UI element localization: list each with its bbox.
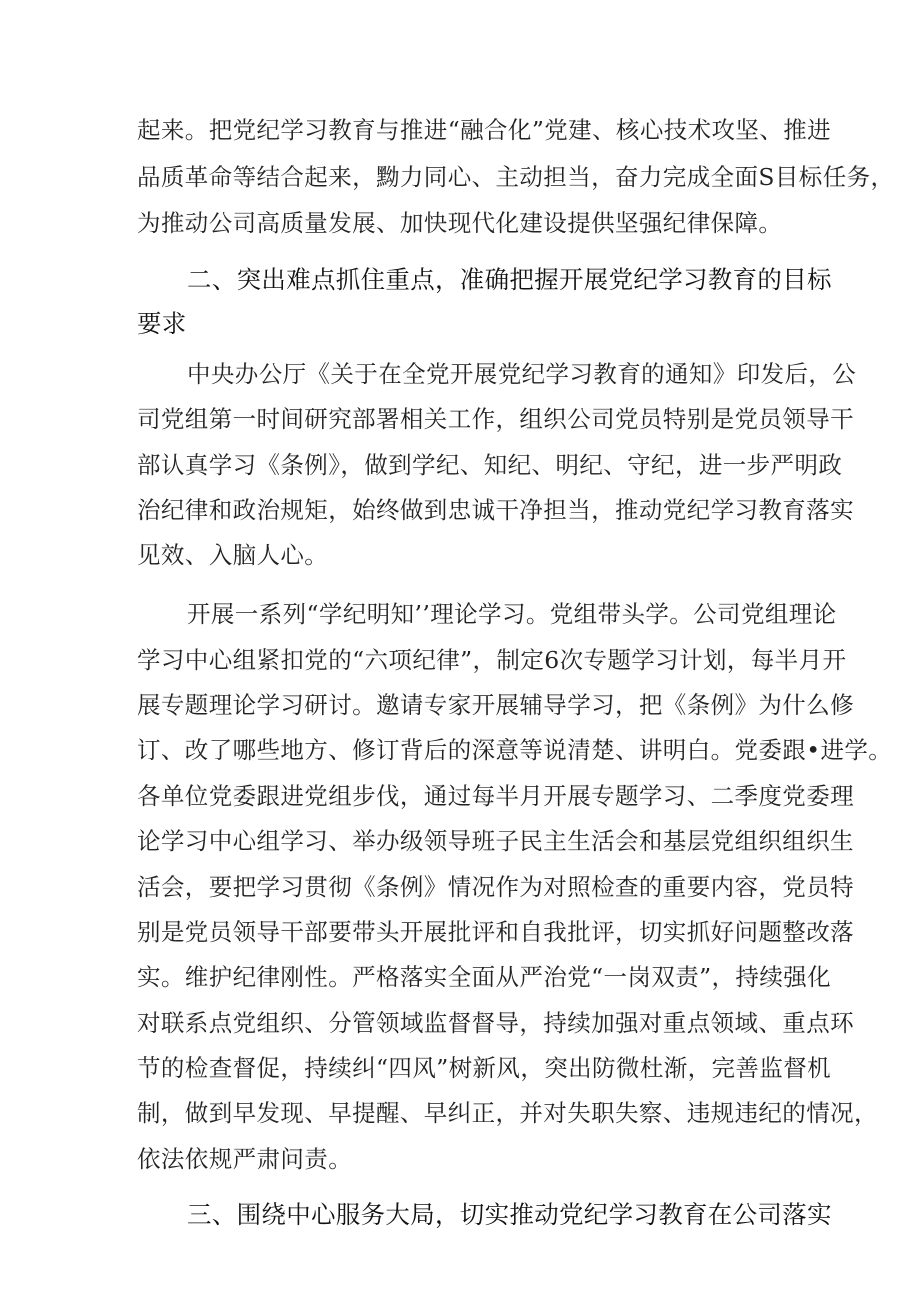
paragraph-line: 订、改了哪些地方、修订背后的深意等说清楚、讲明白。党委跟•进学。 bbox=[137, 736, 893, 764]
paragraph-line: 别是党员领导干部要带头开展批评和自我批评，切实抓好问题整改落 bbox=[137, 918, 854, 946]
paragraph-line: 对联系点党组织、分管领域监督督导，持续加强对重点领域、重点环 bbox=[137, 1009, 854, 1037]
paragraph-line: 制，做到早发现、早提醒、早纠正，并对失职失察、违规违纪的情况， bbox=[137, 1099, 878, 1127]
section-heading: 三、围绕中心服务大局，切实推动党纪学习教育在公司落实 bbox=[187, 1200, 832, 1229]
paragraph-line: 起来。把党纪学习教育与推进“融合化”党建、核心技术攻坚、推进 bbox=[137, 116, 832, 144]
section-heading: 二、突出难点抓住重点，准确把握开展党纪学习教育的目标 bbox=[187, 265, 832, 294]
paragraph-line: 品质革命等结合起来，黝力同心、主动担当，奋力完成全面S目标任务， bbox=[137, 163, 895, 191]
paragraph-line: 开展一系列“学纪明知’’理论学习。党组带头学。公司党组理论 bbox=[187, 600, 837, 628]
paragraph-line: 学习中心组紧扣党的“六项纪律”，制定6次专题学习计划，每半月开 bbox=[137, 646, 847, 674]
paragraph-line: 见效、入脑人心。 bbox=[137, 541, 329, 569]
paragraph-line: 司党组第一时间研究部署相关工作，组织公司党员特别是党员领导干 bbox=[137, 405, 854, 433]
paragraph-line: 为推动公司高质量发展、加快现代化建设提供坚强纪律保障。 bbox=[137, 209, 783, 237]
paragraph-line: 活会，要把学习贯彻《条例》情况作为对照检查的重要内容，党员特 bbox=[137, 873, 854, 901]
paragraph-line: 依法依规严肃问责。 bbox=[137, 1145, 353, 1173]
paragraph-line: 各单位党委跟进党组步伐，通过每半月开展专题学习、二季度党委理 bbox=[137, 782, 854, 810]
paragraph-line: 节的检查督促，持续纠“四风”树新风，突出防微杜渐，完善监督机 bbox=[137, 1054, 832, 1082]
paragraph-line: 治纪律和政治规矩，始终做到忠诚干净担当，推动党纪学习教育落实 bbox=[137, 496, 854, 524]
paragraph-line: 展专题理论学习研讨。邀请专家开展辅导学习，把《条例》为什么修 bbox=[137, 691, 854, 719]
paragraph-line: 中央办公厅《关于在全党开展党纪学习教育的通知》印发后，公 bbox=[187, 360, 857, 388]
paragraph-line: 部认真学习《条例》，做到学纪、知纪、明纪、守纪，进一步严明政 bbox=[137, 451, 843, 479]
paragraph-line: 实。维护纪律刚性。严格落实全面从严治党“一岗双责”，持续强化 bbox=[137, 963, 832, 991]
section-heading: 要求 bbox=[137, 309, 187, 338]
paragraph-line: 论学习中心组学习、举办级领导班子民主生活会和基层党组织组织生 bbox=[137, 827, 854, 855]
